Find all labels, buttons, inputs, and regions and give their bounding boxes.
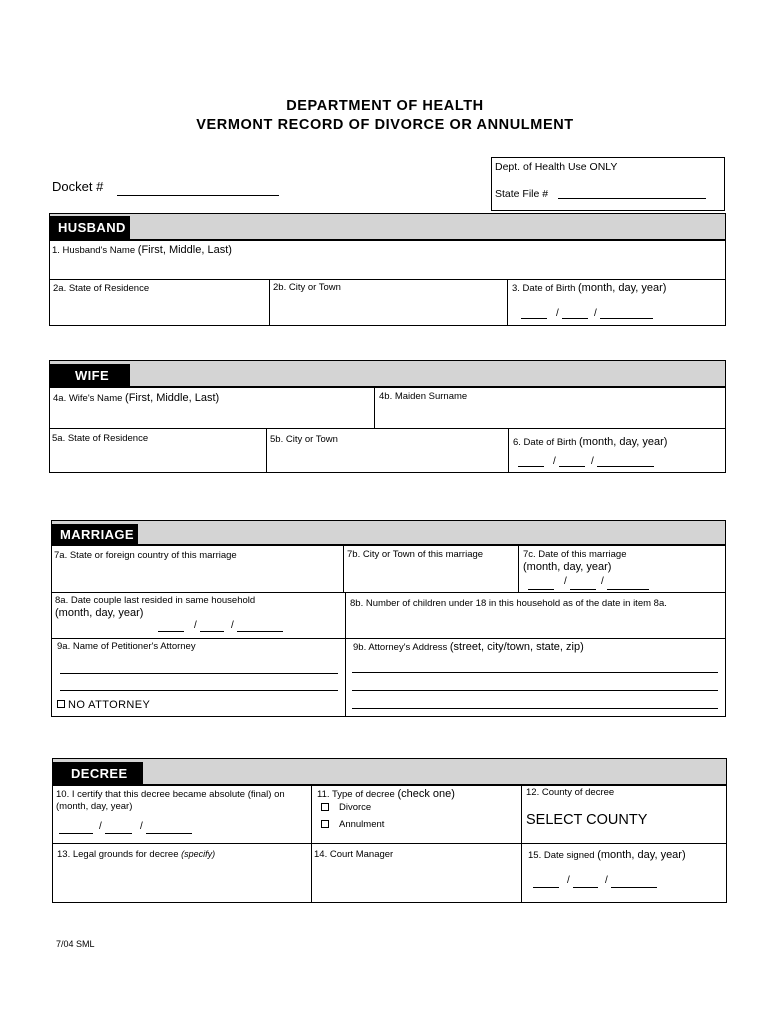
date-separator: / — [605, 875, 608, 886]
court-manager-label[interactable]: 14. Court Manager — [314, 849, 394, 860]
wife-dob-month[interactable] — [518, 466, 544, 467]
legal-grounds-label[interactable] — [57, 848, 215, 861]
no-attorney-checkbox[interactable] — [57, 700, 65, 708]
wife-dob-year[interactable] — [597, 466, 654, 467]
wife-city-label[interactable]: 5b. City or Town — [270, 434, 338, 445]
certify-date-year[interactable] — [146, 833, 192, 834]
attorney-address-label-text: 9b. Attorney's Address — [353, 642, 448, 653]
divider — [49, 279, 726, 280]
marriage-date-year[interactable] — [607, 589, 649, 590]
county-select[interactable]: SELECT COUNTY — [526, 812, 648, 828]
legal-grounds-hint: (specify) — [181, 849, 216, 859]
divorce-checkbox[interactable] — [321, 803, 329, 811]
form-title-record: VERMONT RECORD OF DIVORCE OR ANNULMENT — [196, 117, 574, 133]
decree-type-hint: (check one) — [397, 788, 455, 800]
state-file-field[interactable] — [558, 198, 706, 199]
date-separator: / — [556, 308, 559, 319]
date-separator: / — [594, 308, 597, 319]
wife-maiden-label[interactable]: 4b. Maiden Surname — [379, 391, 468, 402]
marriage-date-month[interactable] — [528, 589, 554, 590]
husband-state-label[interactable]: 2a. State of Residence — [53, 283, 150, 294]
wife-name-hint: (First, Middle, Last) — [125, 392, 220, 404]
date-signed-hint: (month, day, year) — [597, 849, 686, 861]
date-signed-label-text: 15. Date signed — [528, 850, 595, 861]
wife-dob-hint: (month, day, year) — [579, 436, 668, 448]
marriage-date-hint: (month, day, year) — [523, 561, 612, 573]
attorney-address-line-3[interactable] — [352, 708, 718, 709]
state-file-label: State File # — [495, 188, 549, 200]
marriage-date-day[interactable] — [570, 589, 596, 590]
husband-dob-year[interactable] — [600, 318, 653, 319]
husband-dob-day[interactable] — [562, 318, 588, 319]
divider — [345, 592, 346, 717]
wife-section-title: WIFE — [50, 364, 130, 387]
date-signed-year[interactable] — [611, 887, 657, 888]
husband-name-label[interactable] — [52, 244, 232, 257]
form-version-code: 7/04 SML — [56, 939, 95, 949]
date-separator: / — [140, 821, 143, 832]
husband-section-band — [49, 213, 726, 240]
attorney-address-label[interactable] — [353, 641, 584, 654]
wife-dob-label-text: 6. Date of Birth — [513, 437, 577, 448]
divider — [507, 279, 508, 326]
husband-dob-month[interactable] — [521, 318, 547, 319]
marriage-state-label[interactable]: 7a. State or foreign country of this marriage — [54, 550, 237, 561]
date-signed-day[interactable] — [573, 887, 598, 888]
children-count-label[interactable]: 8b. Number of children under 18 in this household as of the date in item 8a. — [350, 598, 667, 609]
marriage-section-band — [51, 520, 726, 545]
divider — [521, 785, 522, 903]
certify-date-day[interactable] — [105, 833, 132, 834]
attorney-name-line-1[interactable] — [60, 673, 338, 674]
no-attorney-label: NO ATTORNEY — [68, 699, 151, 711]
date-separator: / — [553, 456, 556, 467]
divider — [49, 428, 726, 429]
wife-section-band — [49, 360, 726, 387]
divider — [508, 428, 509, 473]
date-separator: / — [194, 620, 197, 631]
form-title-department: DEPARTMENT OF HEALTH — [286, 98, 484, 114]
date-separator: / — [591, 456, 594, 467]
decree-section-title: DECREE — [53, 762, 143, 785]
husband-name-hint: (First, Middle, Last) — [137, 244, 232, 256]
divider — [51, 638, 726, 639]
decree-section-box — [52, 785, 727, 903]
office-use-label: Dept. of Health Use ONLY — [495, 161, 618, 173]
husband-dob-hint: (month, day, year) — [578, 282, 667, 294]
docket-field[interactable] — [117, 195, 279, 196]
wife-state-label[interactable]: 5a. State of Residence — [52, 433, 149, 444]
marriage-section-box — [51, 545, 726, 717]
certify-date-month[interactable] — [59, 833, 93, 834]
wife-dob-label[interactable] — [513, 436, 667, 449]
decree-type-label-text: 11. Type of decree — [317, 789, 395, 800]
certify-label[interactable]: 10. I certify that this decree became absolute (final) on — [56, 789, 285, 800]
husband-dob-label-text: 3. Date of Birth — [512, 283, 576, 294]
resided-date-year[interactable] — [237, 631, 283, 632]
decree-type-label[interactable] — [317, 788, 455, 801]
resided-date-month[interactable] — [158, 631, 184, 632]
husband-section-title: HUSBAND — [50, 216, 130, 240]
legal-grounds-label-text: 13. Legal grounds for decree — [57, 849, 179, 860]
decree-section-band — [52, 758, 727, 785]
county-label[interactable]: 12. County of decree — [526, 787, 615, 798]
wife-name-label-text: 4a. Wife's Name — [53, 393, 123, 404]
husband-city-label[interactable]: 2b. City or Town — [273, 282, 341, 293]
resided-date-day[interactable] — [200, 631, 224, 632]
divider — [518, 545, 519, 592]
marriage-date-label[interactable]: 7c. Date of this marriage — [523, 549, 627, 560]
divider — [374, 387, 375, 428]
annulment-checkbox[interactable] — [321, 820, 329, 828]
divider — [343, 545, 344, 592]
husband-name-label-text: 1. Husband's Name — [52, 245, 136, 256]
divider — [269, 279, 270, 326]
resided-hint: (month, day, year) — [55, 607, 144, 619]
date-separator: / — [99, 821, 102, 832]
husband-dob-label[interactable] — [512, 282, 666, 295]
certify-hint: (month, day, year) — [56, 801, 133, 812]
docket-label: Docket # — [52, 179, 104, 194]
resided-label[interactable]: 8a. Date couple last resided in same household — [55, 595, 256, 606]
annulment-option-label: Annulment — [339, 819, 385, 830]
divider — [51, 592, 726, 593]
marriage-section-title: MARRIAGE — [52, 524, 138, 545]
date-separator: / — [601, 576, 604, 587]
attorney-address-hint: (street, city/town, state, zip) — [449, 641, 584, 653]
divorce-option-label: Divorce — [339, 802, 372, 813]
attorney-name-label[interactable]: 9a. Name of Petitioner's Attorney — [57, 641, 196, 652]
divider — [266, 428, 267, 473]
divider — [52, 843, 727, 844]
date-separator: / — [564, 576, 567, 587]
date-separator: / — [567, 875, 570, 886]
attorney-address-line-1[interactable] — [352, 672, 718, 673]
attorney-address-line-2[interactable] — [352, 690, 718, 691]
date-signed-label[interactable] — [528, 849, 686, 862]
wife-name-label[interactable] — [53, 392, 219, 405]
wife-dob-day[interactable] — [559, 466, 585, 467]
date-separator: / — [231, 620, 234, 631]
divider — [311, 785, 312, 903]
attorney-name-line-2[interactable] — [60, 690, 338, 691]
marriage-city-label[interactable]: 7b. City or Town of this marriage — [347, 549, 484, 560]
date-signed-month[interactable] — [533, 887, 559, 888]
